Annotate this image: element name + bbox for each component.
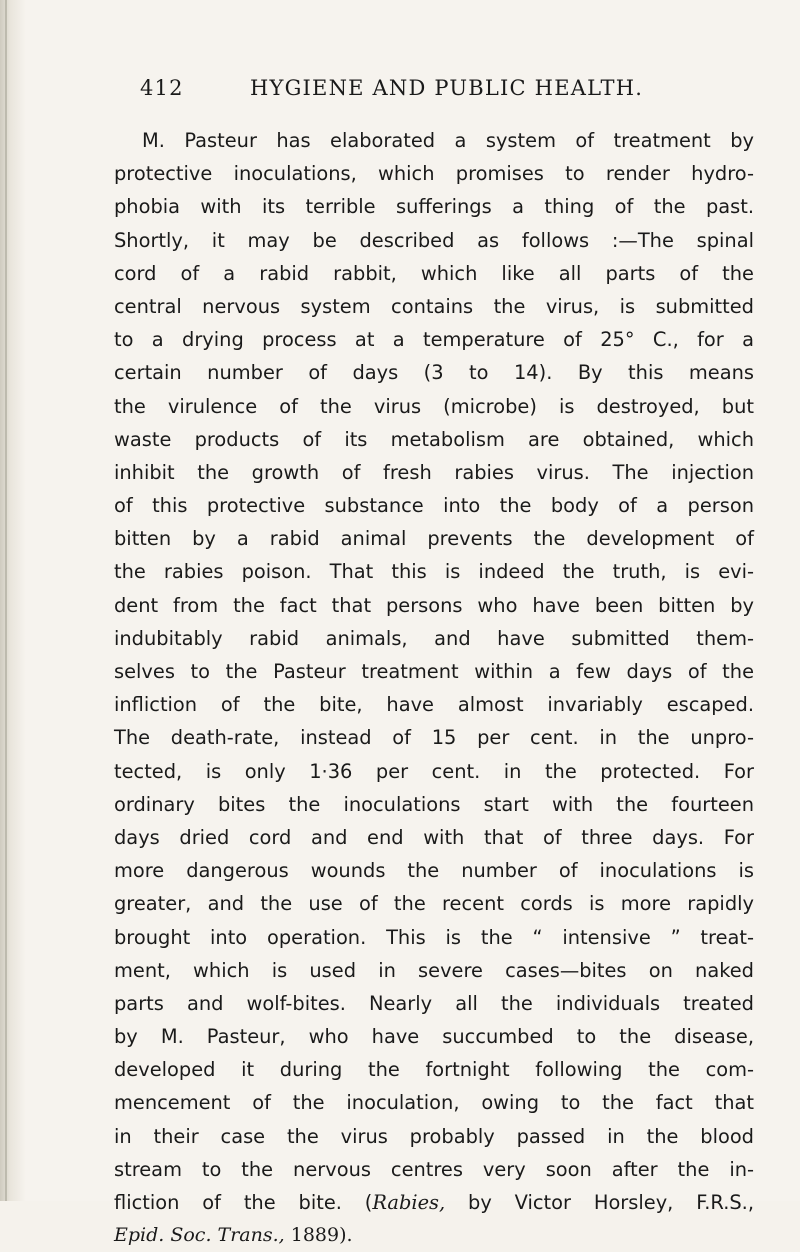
text-line: inhibit the growth of fresh rabies virus. The injection — [114, 460, 754, 484]
text-line: selves to the Pasteur treatment within a few days of the — [114, 660, 754, 683]
text-line: stream to the nervous centres very soon after the in- — [114, 1157, 754, 1181]
text-line: by M. Pasteur, who have succumbed to the disease, — [114, 1025, 754, 1049]
text-line: ordinary bites the inoculations start with the fourteen — [114, 792, 754, 816]
text-line: days dried cord and end with that of three days. For — [114, 825, 754, 849]
citation-line — [114, 1219, 754, 1252]
text-line: waste products of its metabolism are obtained, which — [114, 427, 754, 451]
text-line: the virulence of the virus (microbe) is destroyed, but — [114, 394, 754, 418]
text-line: phobia with its terrible sufferings a thing of the past. — [114, 195, 754, 219]
text-line: M. Pasteur has elaborated a system of treatment by — [142, 129, 754, 152]
text-line: of this protective substance into the body of a person — [114, 494, 754, 518]
text-line: to a drying process at a temperature of 25° C., for a — [114, 328, 754, 352]
binding-gutter — [0, 0, 26, 1201]
text-line: certain number of days (3 to 14). By this means — [114, 361, 754, 385]
text-line: brought into operation. This is the “ intensive ” treat- — [114, 925, 754, 949]
text-line: in their case the virus probably passed in the blood — [114, 1124, 754, 1148]
text-line: Shortly, it may be described as follows :—The spinal — [114, 228, 754, 252]
citation-year: 1889). — [284, 1224, 353, 1247]
text-line: indubitably rabid animals, and have submitted them- — [114, 626, 754, 650]
text-line: protective inoculations, which promises to render hydro- — [114, 162, 754, 186]
text-line: developed it during the fortnight following the com- — [114, 1058, 754, 1082]
text-line — [114, 1186, 754, 1219]
text-line: the rabies poison. That this is indeed the truth, is evi- — [114, 560, 754, 584]
text-line: dent from the fact that persons who have been bitten by — [114, 593, 754, 617]
citation-title: Rabies, — [372, 1191, 446, 1214]
text-line: central nervous system contains the virus, is submitted — [114, 294, 754, 318]
text-line: more dangerous wounds the number of inoculations is — [114, 859, 754, 883]
text-line: greater, and the use of the recent cords is more rapidly — [114, 892, 754, 916]
text-line: parts and wolf-bites. Nearly all the individuals treated — [114, 991, 754, 1015]
text-line: bitten by a rabid animal prevents the development of — [114, 527, 754, 551]
citation-journal: Epid. Soc. Trans., — [114, 1224, 285, 1247]
text-line-lead: fliction of the bite. ( — [114, 1191, 373, 1214]
running-title: HYGIENE AND PUBLIC HEALTH. — [250, 76, 644, 100]
text-line: ment, which is used in severe cases—bites on naked — [114, 958, 754, 982]
text-line: mencement of the inoculation, owing to the fact that — [114, 1091, 754, 1115]
running-header — [140, 76, 740, 100]
text-line: tected, is only 1·36 per cent. in the protected. For — [114, 759, 754, 783]
text-line: The death-rate, instead of 15 per cent. in the unpro- — [114, 726, 754, 750]
citation-author: by Victor Horsley, F.R.S., — [445, 1191, 754, 1214]
body-paragraph — [114, 124, 754, 1252]
text-line: infliction of the bite, have almost invariably escaped. — [114, 693, 754, 717]
text-line: cord of a rabid rabbit, which like all parts of the — [114, 261, 754, 285]
page-number: 412 — [140, 76, 184, 100]
